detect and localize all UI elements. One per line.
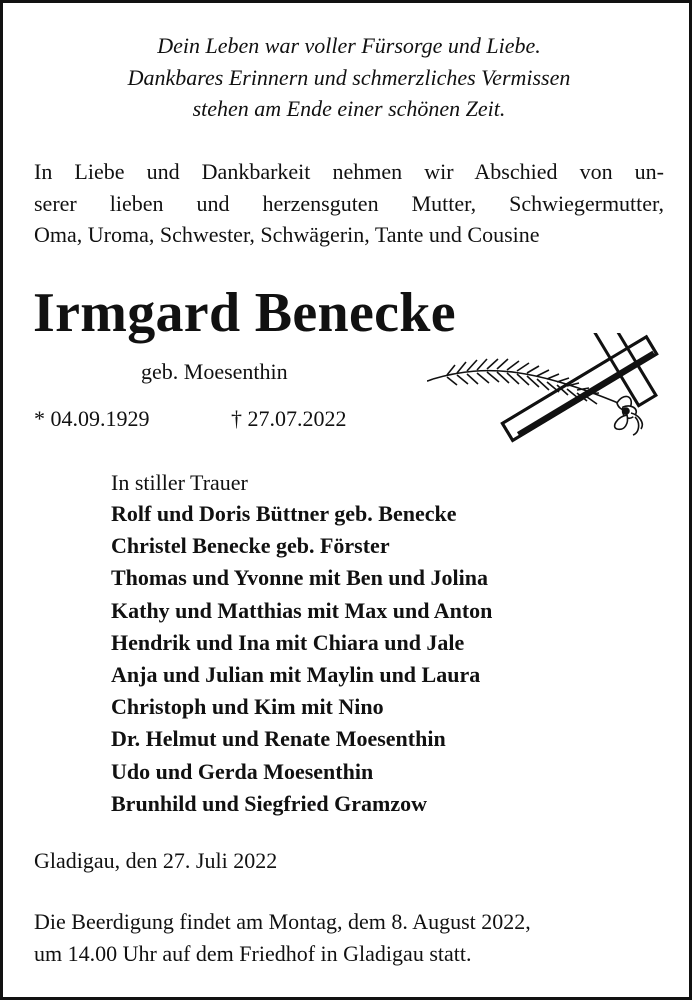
birth-date: * 04.09.1929 bbox=[34, 406, 150, 431]
mourner-entry: Hendrik und Ina mit Chiara und Jale bbox=[111, 629, 465, 655]
mourner-entry: Christoph und Kim mit Nino bbox=[111, 694, 384, 720]
mourner-entry: Brunhild und Siegfried Gramzow bbox=[111, 790, 427, 816]
mourner-entry: Kathy und Matthias mit Max und Anton bbox=[111, 597, 493, 623]
mourner-entry: Udo und Gerda Moesenthin bbox=[111, 758, 374, 784]
cross-with-palm-branch-icon bbox=[427, 333, 667, 445]
intro-line: In Liebe und Dankbarkeit nehmen wir Abschied von un- bbox=[34, 159, 664, 184]
mourner-entry: Anja und Julian mit Maylin und Laura bbox=[111, 662, 481, 688]
mourners-list bbox=[111, 498, 492, 820]
mourner-entry: Thomas und Yvonne mit Ben und Jolina bbox=[111, 565, 488, 591]
motto-line: Dein Leben war voller Fürsorge und Liebe. bbox=[157, 33, 541, 58]
farewell-intro bbox=[34, 156, 664, 251]
memorial-motto bbox=[3, 30, 692, 125]
mourning-label: In stiller Trauer bbox=[111, 470, 248, 495]
motto-line: stehen am Ende einer schönen Zeit. bbox=[192, 96, 506, 121]
mourner-entry: Christel Benecke geb. Förster bbox=[111, 533, 390, 559]
death-date: † 27.07.2022 bbox=[231, 406, 347, 431]
mourner-entry: Rolf und Doris Büttner geb. Benecke bbox=[111, 501, 457, 526]
funeral-line: um 14.00 Uhr auf dem Friedhof in Gladigau statt. bbox=[34, 940, 472, 966]
place-and-date: Gladigau, den 27. Juli 2022 bbox=[34, 848, 278, 873]
intro-line: Oma, Uroma, Schwester, Schwägerin, Tante und Cousine bbox=[34, 222, 540, 247]
mourner-entry: Dr. Helmut und Renate Moesenthin bbox=[111, 726, 446, 752]
intro-line: serer lieben und herzensguten Mutter, Schwiegermutter, bbox=[34, 190, 664, 216]
funeral-notice bbox=[34, 906, 664, 969]
deceased-name: Irmgard Benecke bbox=[33, 282, 456, 344]
birth-name: geb. Moesenthin bbox=[141, 359, 288, 384]
motto-line: Dankbares Erinnern und schmerzliches Vermissen bbox=[127, 64, 571, 90]
funeral-line: Die Beerdigung findet am Montag, dem 8. August 2022, bbox=[34, 909, 531, 934]
